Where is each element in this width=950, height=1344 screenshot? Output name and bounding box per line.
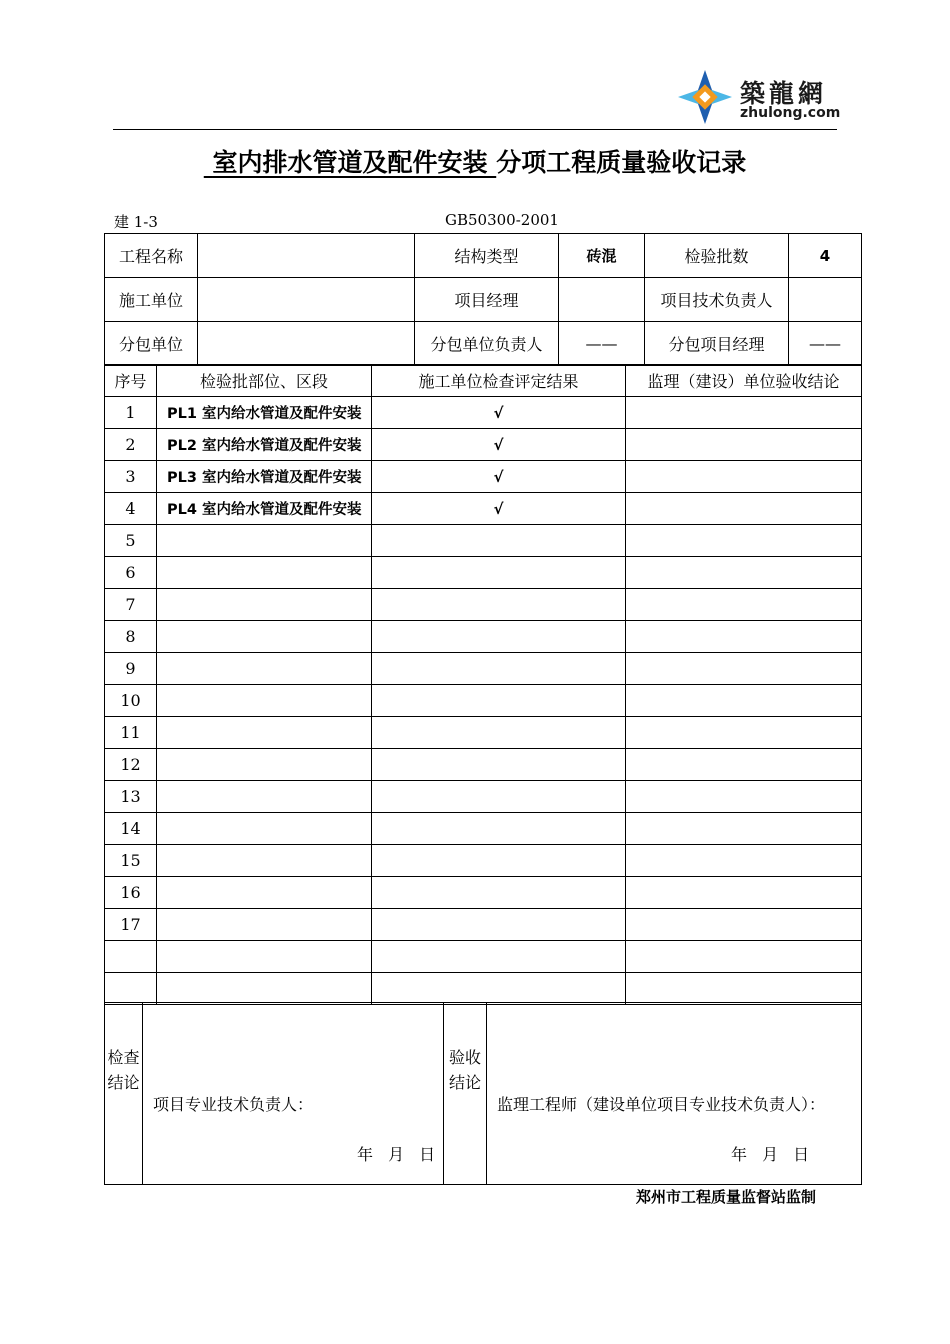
table-row [105,909,862,941]
table-row [105,877,862,909]
title-subitem-name: 室内排水管道及配件安装 [212,148,488,177]
row-part[interactable]: PL1 室内给水管道及配件安装 [157,397,372,429]
row-conclusion[interactable] [626,749,862,781]
sub-pm-value[interactable]: —— [789,322,862,366]
row-conclusion[interactable] [626,461,862,493]
row-check-result[interactable] [372,845,626,877]
col-header-result: 施工单位检查评定结果 [372,365,626,397]
check-conclusion-cell[interactable] [143,1003,444,1185]
row-check-result[interactable] [372,781,626,813]
row-part[interactable] [157,621,372,653]
row-conclusion[interactable] [626,429,862,461]
row-number: 12 [105,749,157,781]
row-conclusion[interactable] [626,781,862,813]
accept-conclusion-label: 验收结论 [448,1048,481,1092]
row-number: 1 [105,397,157,429]
row-conclusion[interactable] [626,685,862,717]
contractor-row [105,278,862,322]
row-part[interactable] [157,589,372,621]
row-check-result[interactable]: √ [372,429,626,461]
zhulong-logo-icon [676,68,734,126]
table-row [105,429,862,461]
row-number: 7 [105,589,157,621]
tech-lead-label: 项目技术负责人 [645,278,789,322]
row-part[interactable] [157,749,372,781]
zhulong-logo [676,68,846,128]
row-check-result[interactable] [372,621,626,653]
row-number: 6 [105,557,157,589]
table-row [105,781,862,813]
supervisor-footer: 郑州市工程质量监督站监制 [636,1188,817,1206]
structure-type-value[interactable]: 砖混 [559,234,645,278]
row-part[interactable] [157,781,372,813]
check-date: 年 月 日 [357,1145,436,1164]
tech-lead-value[interactable] [789,278,862,322]
row-check-result[interactable] [372,557,626,589]
row-conclusion[interactable] [626,525,862,557]
accept-date: 年 月 日 [731,1145,810,1164]
row-conclusion[interactable] [626,589,862,621]
row-conclusion[interactable] [626,397,862,429]
row-part[interactable] [157,973,372,1005]
row-conclusion[interactable] [626,621,862,653]
table-row [105,589,862,621]
row-check-result[interactable]: √ [372,493,626,525]
sub-lead-label: 分包单位负责人 [415,322,559,366]
accept-signer-label: 监理工程师（建设单位项目专业技术负责人）： [497,1095,826,1114]
row-conclusion[interactable] [626,717,862,749]
row-number: 17 [105,909,157,941]
row-number [105,973,157,1005]
table-row [105,621,862,653]
project-manager-label: 项目经理 [415,278,559,322]
row-part[interactable] [157,909,372,941]
row-part[interactable] [157,813,372,845]
row-number: 14 [105,813,157,845]
row-conclusion[interactable] [626,909,862,941]
row-check-result[interactable] [372,653,626,685]
structure-type-label: 结构类型 [415,234,559,278]
subcontractor-row [105,322,862,366]
row-part[interactable] [157,525,372,557]
sub-lead-value[interactable]: —— [559,322,645,366]
check-conclusion-label: 检查结论 [107,1048,140,1092]
row-number: 4 [105,493,157,525]
batch-count-value[interactable]: 4 [789,234,862,278]
table-row [105,461,862,493]
row-part[interactable] [157,653,372,685]
subcontractor-label: 分包单位 [105,322,198,366]
row-number: 2 [105,429,157,461]
row-conclusion[interactable] [626,973,862,1005]
row-conclusion[interactable] [626,877,862,909]
row-part[interactable] [157,685,372,717]
project-name-label: 工程名称 [105,234,198,278]
table-row [105,557,862,589]
table-row [105,493,862,525]
row-part[interactable] [157,877,372,909]
row-number: 9 [105,653,157,685]
sub-pm-label: 分包项目经理 [645,322,789,366]
row-number: 16 [105,877,157,909]
accept-conclusion-cell[interactable] [487,1003,862,1185]
project-info-table [104,233,862,366]
row-conclusion[interactable] [626,557,862,589]
row-number: 8 [105,621,157,653]
row-number [105,941,157,973]
row-check-result[interactable]: √ [372,397,626,429]
row-number: 13 [105,781,157,813]
row-check-result[interactable] [372,685,626,717]
row-check-result[interactable] [372,749,626,781]
logo-domain: zhulong.com [740,105,841,121]
row-part[interactable] [157,941,372,973]
row-check-result[interactable] [372,589,626,621]
row-conclusion[interactable] [626,813,862,845]
accept-conclusion-label-cell [444,1003,487,1185]
check-signer-label: 项目专业技术负责人： [153,1095,314,1114]
row-part[interactable]: PL3 室内给水管道及配件安装 [157,461,372,493]
header-rule [113,129,837,130]
col-header-no: 序号 [105,365,157,397]
table-row [105,813,862,845]
items-header-row [105,365,862,397]
row-check-result[interactable] [372,973,626,1005]
table-row [105,845,862,877]
project-row [105,234,862,278]
table-row [105,525,862,557]
inspection-items-table [104,364,862,1005]
row-conclusion[interactable] [626,941,862,973]
project-name-value[interactable] [198,234,415,278]
row-conclusion[interactable] [626,653,862,685]
row-check-result[interactable] [372,525,626,557]
project-manager-value[interactable] [559,278,645,322]
table-row [105,749,862,781]
row-conclusion[interactable] [626,845,862,877]
document-title [0,143,950,179]
row-part[interactable] [157,557,372,589]
conclusion-table [104,1002,862,1185]
row-check-result[interactable] [372,909,626,941]
row-number: 15 [105,845,157,877]
row-number: 5 [105,525,157,557]
title-suffix: 分项工程质量验收记录 [496,148,747,177]
col-header-conclusion: 监理（建设）单位验收结论 [626,365,862,397]
logo-brand-name: 築龍網 [740,79,828,108]
row-number: 11 [105,717,157,749]
row-check-result[interactable]: √ [372,461,626,493]
table-row [105,941,862,973]
subcontractor-value[interactable] [198,322,415,366]
row-part[interactable] [157,845,372,877]
batch-count-label: 检验批数 [645,234,789,278]
table-row [105,653,862,685]
table-row [105,973,862,1005]
contractor-value[interactable] [198,278,415,322]
row-check-result[interactable] [372,813,626,845]
form-number: 建 1-3 [114,213,158,231]
table-row [105,717,862,749]
check-conclusion-label-cell [105,1003,143,1185]
row-number: 3 [105,461,157,493]
table-row [105,685,862,717]
row-check-result[interactable] [372,877,626,909]
row-part[interactable]: PL2 室内给水管道及配件安装 [157,429,372,461]
row-part[interactable]: PL4 室内给水管道及配件安装 [157,493,372,525]
table-row [105,397,862,429]
contractor-label: 施工单位 [105,278,198,322]
row-number: 10 [105,685,157,717]
row-check-result[interactable] [372,941,626,973]
standard-number: GB50300-2001 [445,211,559,229]
col-header-part: 检验批部位、区段 [157,365,372,397]
row-check-result[interactable] [372,717,626,749]
row-conclusion[interactable] [626,493,862,525]
row-part[interactable] [157,717,372,749]
